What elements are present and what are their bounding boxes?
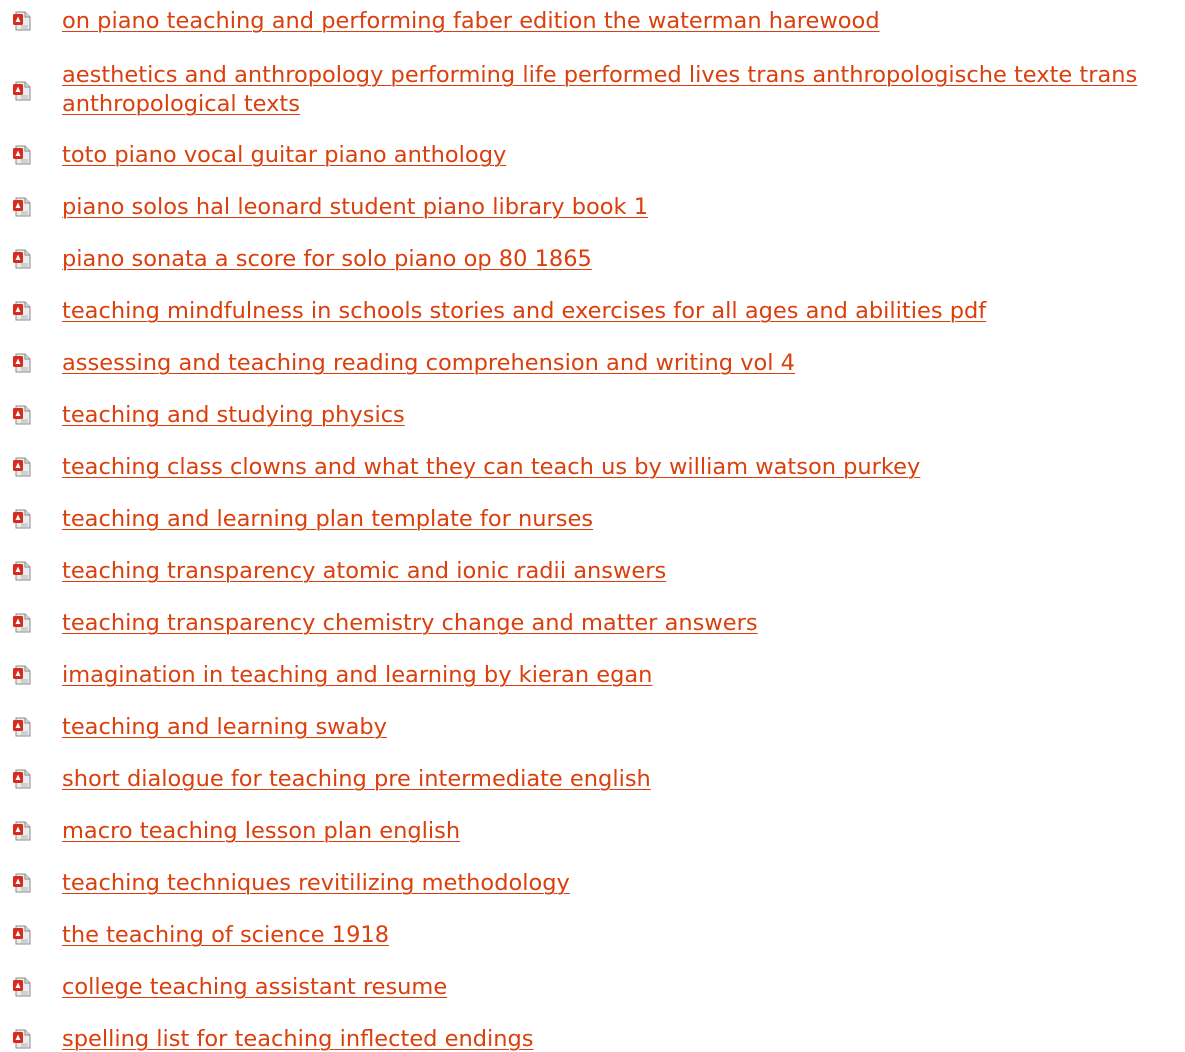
document-link[interactable]: teaching mindfulness in schools stories and exercises for all ages and abilities pdf [62, 298, 987, 324]
document-link[interactable]: teaching transparency chemistry change and matter answers [62, 610, 758, 636]
pdf-file-icon [12, 717, 32, 737]
document-link[interactable]: piano sonata a score for solo piano op 80 1865 [62, 246, 592, 272]
document-link[interactable]: teaching and learning plan template for nurses [62, 506, 594, 532]
pdf-file-icon [12, 873, 32, 893]
document-link[interactable]: toto piano vocal guitar piano anthology [62, 142, 507, 168]
pdf-file-icon [12, 457, 32, 477]
pdf-file-icon [12, 561, 32, 581]
pdf-file-icon [12, 977, 32, 997]
pdf-file-icon [12, 405, 32, 425]
pdf-file-icon [12, 197, 32, 217]
document-link[interactable]: teaching techniques revitilizing methodology [62, 870, 570, 896]
document-link[interactable]: macro teaching lesson plan english [62, 818, 461, 844]
pdf-file-icon [12, 249, 32, 269]
document-link[interactable]: teaching and learning swaby [62, 714, 387, 740]
pdf-file-icon [12, 301, 32, 321]
pdf-file-icon [12, 353, 32, 373]
document-link[interactable]: on piano teaching and performing faber edition the waterman harewood [62, 8, 880, 34]
document-link[interactable]: short dialogue for teaching pre intermediate english [62, 766, 651, 792]
pdf-file-icon [12, 81, 32, 101]
document-link[interactable]: college teaching assistant resume [62, 974, 448, 1000]
pdf-file-icon [12, 613, 32, 633]
document-link[interactable]: teaching class clowns and what they can teach us by william watson purkey [62, 454, 921, 480]
document-link[interactable]: imagination in teaching and learning by kieran egan [62, 662, 653, 688]
pdf-file-icon [12, 145, 32, 165]
pdf-file-icon [12, 1029, 32, 1049]
document-link[interactable]: teaching transparency atomic and ionic radii answers [62, 558, 667, 584]
pdf-file-icon [12, 821, 32, 841]
pdf-file-icon [12, 665, 32, 685]
pdf-file-icon [12, 925, 32, 945]
document-link[interactable]: spelling list for teaching inflected endings [62, 1026, 534, 1052]
document-link[interactable]: the teaching of science 1918 [62, 922, 390, 948]
pdf-file-icon [12, 509, 32, 529]
document-link[interactable]: aesthetics and anthropology performing life performed lives trans anthropologische texte trans anthropological texts [62, 62, 1138, 117]
pdf-file-icon [12, 11, 32, 31]
pdf-file-icon [12, 769, 32, 789]
document-link[interactable]: piano solos hal leonard student piano library book 1 [62, 194, 649, 220]
document-link[interactable]: assessing and teaching reading comprehension and writing vol 4 [62, 350, 795, 376]
document-link[interactable]: teaching and studying physics [62, 402, 405, 428]
